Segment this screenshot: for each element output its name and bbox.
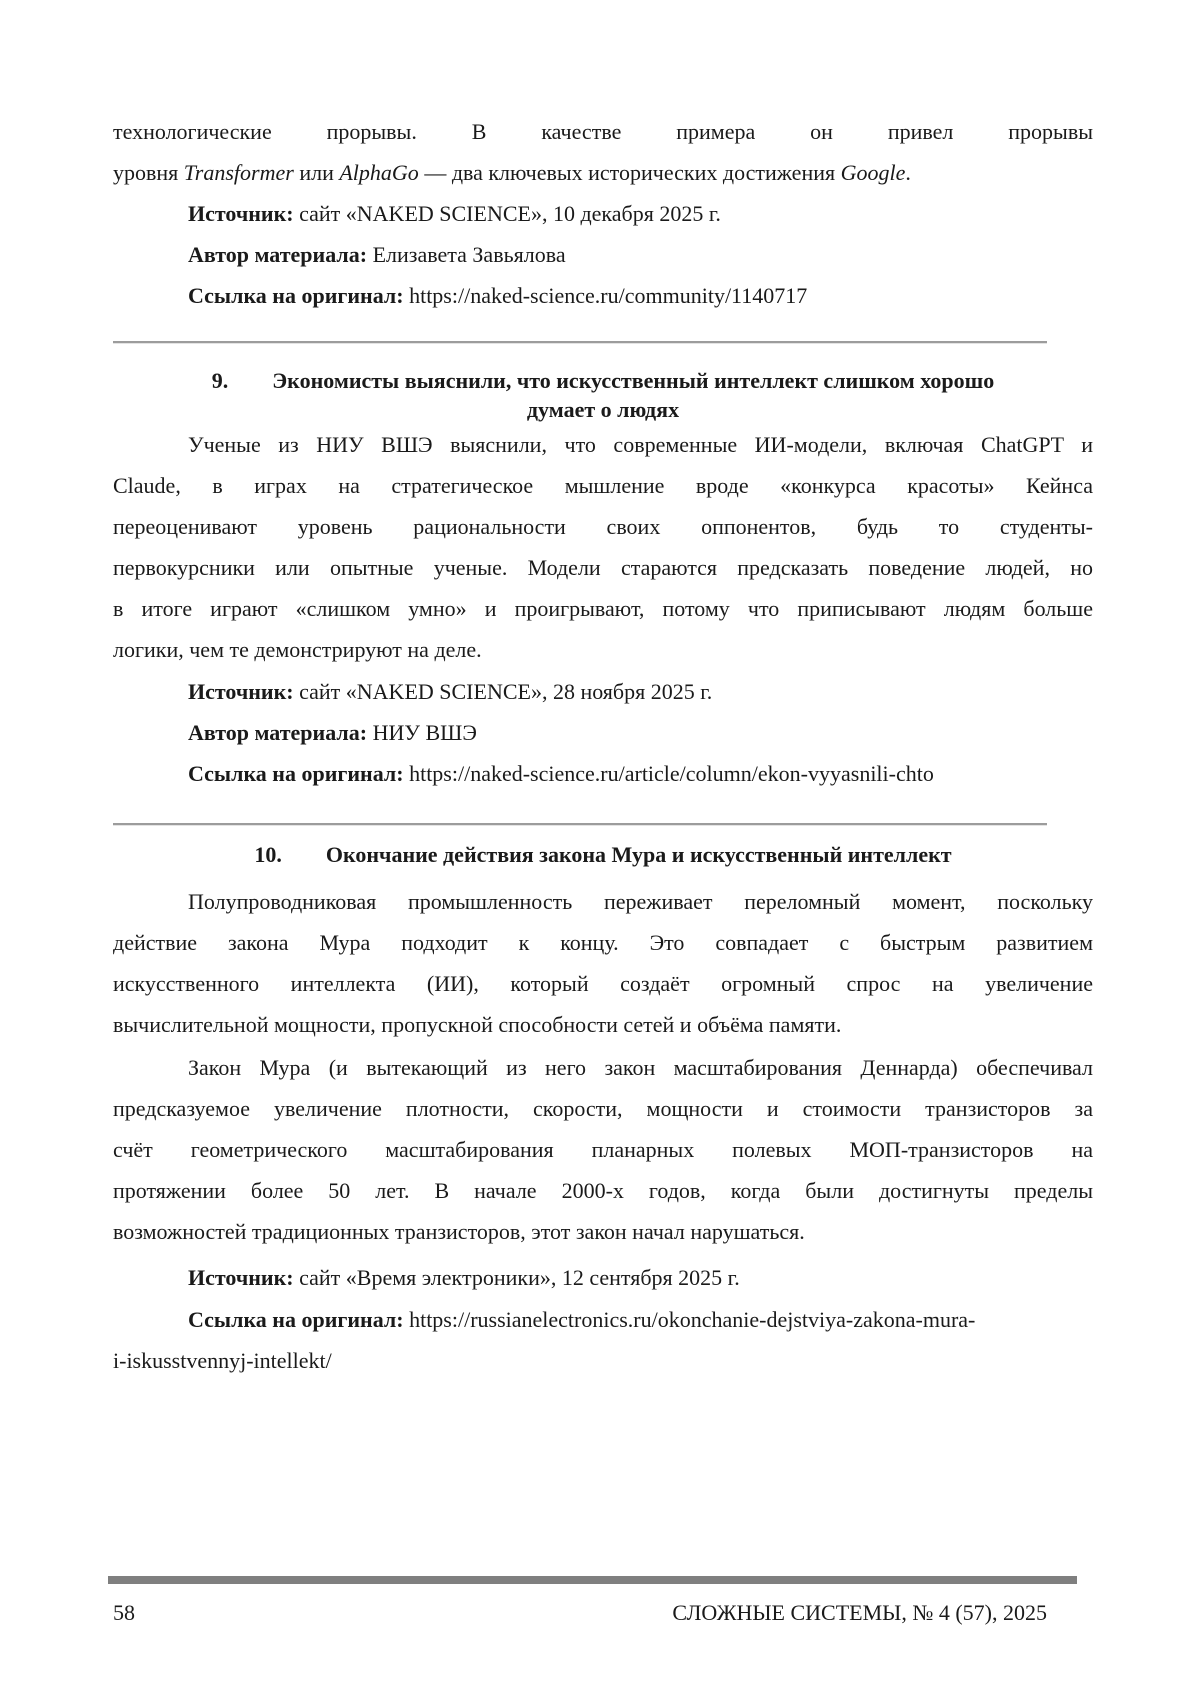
text-run: . [905, 160, 911, 185]
text-run: Закон Мура (и вытекающий из него закон масштабирования Деннарда) обеспечивал [188, 1055, 1093, 1080]
text-line [113, 712, 1093, 753]
text-run: Полупроводниковая промышленность переживает переломный момент, поскольку [188, 889, 1093, 914]
text-run: переоценивают уровень рациональности своих оппонентов, будь то студенты- [113, 514, 1093, 539]
link-label: Ссылка на оригинал: [188, 1307, 404, 1332]
section-divider [113, 823, 1047, 826]
text-run: логики, чем те демонстрируют на деле. [113, 637, 482, 662]
heading-text: думает о людях [526, 397, 680, 422]
source-value: сайт «NAKED SCIENCE», 10 декабря 2025 г. [293, 201, 721, 226]
author-label: Автор материала: [188, 720, 368, 745]
text-line [113, 1340, 1093, 1381]
text-line [113, 193, 1093, 234]
item-number: 10. [254, 842, 282, 867]
text-run: действие закона Мура подходит к концу. Это совпадает с быстрым развитием [113, 930, 1093, 955]
section9-heading [113, 366, 1093, 424]
text-line [113, 753, 1093, 794]
link-url: i-iskusstvennyj-intellekt/ [113, 1348, 332, 1373]
text-run: возможностей традиционных транзисторов, этот закон начал нарушаться. [113, 1219, 805, 1244]
text-run: искусственного интеллекта (ИИ), который создаёт огромный спрос на увеличение [113, 971, 1093, 996]
link-label: Ссылка на оригинал: [188, 761, 404, 786]
author-value: НИУ ВШЭ [367, 720, 477, 745]
text-line [113, 1129, 1093, 1170]
text-line [113, 922, 1093, 963]
text-run: Claude, в играх на стратегическое мышление вроде «конкурса красоты» Кейнса [113, 473, 1093, 498]
section9-paragraph [113, 424, 1093, 670]
text-run: предсказуемое увеличение плотности, скорости, мощности и стоимости транзисторов за [113, 1096, 1093, 1121]
section10-link-lines [113, 1299, 1093, 1381]
item8-source-line [113, 193, 1093, 234]
source-label: Источник: [188, 679, 294, 704]
item8-link-line [113, 275, 1093, 316]
item8-author-line [113, 234, 1093, 275]
text-line [113, 963, 1093, 1004]
text-run: — два ключевых исторических достижения [418, 160, 841, 185]
source-value: сайт «NAKED SCIENCE», 28 ноября 2025 г. [293, 679, 713, 704]
section10-source-line [113, 1257, 1093, 1298]
text-run: первокурсники или опытные ученые. Модели стараются предсказать поведение людей, но [113, 555, 1093, 580]
text-line [113, 547, 1093, 588]
text-line [113, 881, 1093, 922]
text-run: счёт геометрического масштабирования планарных полевых МОП-транзисторов на [113, 1137, 1093, 1162]
text-run: протяжении более 50 лет. В начале 2000-х годов, когда были достигнуты пределы [113, 1178, 1093, 1203]
section-divider [113, 341, 1047, 344]
text-line [113, 395, 1093, 424]
text-line [113, 1088, 1093, 1129]
text-line [113, 629, 1093, 670]
link-url: https://naked-science.ru/community/1140717 [403, 283, 808, 308]
text-run: в итоге играют «слишком умно» и проигрывают, потому что приписывают людям больше [113, 596, 1093, 621]
text-line [113, 234, 1093, 275]
text-run: AlphaGo [339, 160, 419, 185]
text-line [113, 111, 1093, 152]
link-url: https://russianelectronics.ru/okonchanie-dejstviya-zakona-mura- [403, 1307, 976, 1332]
page-footer [113, 1592, 1047, 1633]
author-value: Елизавета Завьялова [367, 242, 566, 267]
footer-rule-bar [108, 1576, 1077, 1584]
text-run: Transformer [183, 160, 294, 185]
link-label: Ссылка на оригинал: [188, 283, 404, 308]
text-run: или [293, 160, 340, 185]
text-line [113, 275, 1093, 316]
text-line [113, 840, 1093, 870]
text-line [113, 506, 1093, 547]
text-line [113, 1047, 1093, 1088]
text-run: Ученые из НИУ ВШЭ выяснили, что современные ИИ-модели, включая ChatGPT и [188, 432, 1093, 457]
text-line [113, 1211, 1093, 1252]
heading-text: Экономисты выяснили, что искусственный интеллект слишком хорошо [272, 368, 995, 393]
item-number: 9. [211, 368, 229, 393]
text-line [113, 366, 1093, 395]
heading-text: Окончание действия закона Мура и искусственный интеллект [325, 842, 952, 867]
page-number: 58 [113, 1600, 135, 1625]
paragraph-continuation [113, 111, 1093, 193]
text-run: Google [840, 160, 906, 185]
section10-paragraph-2 [113, 1047, 1093, 1252]
text-line [113, 671, 1093, 712]
text-line [113, 465, 1093, 506]
author-label: Автор материала: [188, 242, 368, 267]
section9-source-line [113, 671, 1093, 712]
text-line [113, 424, 1093, 465]
text-line [113, 1170, 1093, 1211]
text-line [113, 1299, 1093, 1340]
section9-author-line [113, 712, 1093, 753]
journal-title: СЛОЖНЫЕ СИСТЕМЫ, № 4 (57), 2025 [672, 1600, 1047, 1625]
text-run: технологические прорывы. В качестве примера он привел прорывы [113, 119, 1093, 144]
text-line [113, 152, 1093, 193]
link-url: https://naked-science.ru/article/column/ekon-vyyasnili-chto [403, 761, 934, 786]
source-label: Источник: [188, 1265, 294, 1290]
source-value: сайт «Время электроники», 12 сентября 2025 г. [293, 1265, 740, 1290]
source-label: Источник: [188, 201, 294, 226]
text-line [113, 1004, 1093, 1045]
text-run: вычислительной мощности, пропускной способности сетей и объёма памяти. [113, 1012, 842, 1037]
text-line [113, 588, 1093, 629]
text-run: уровня [113, 160, 184, 185]
section10-paragraph-1 [113, 881, 1093, 1045]
section10-heading [113, 840, 1093, 870]
text-line [113, 1257, 1093, 1298]
section9-link-line [113, 753, 1093, 794]
